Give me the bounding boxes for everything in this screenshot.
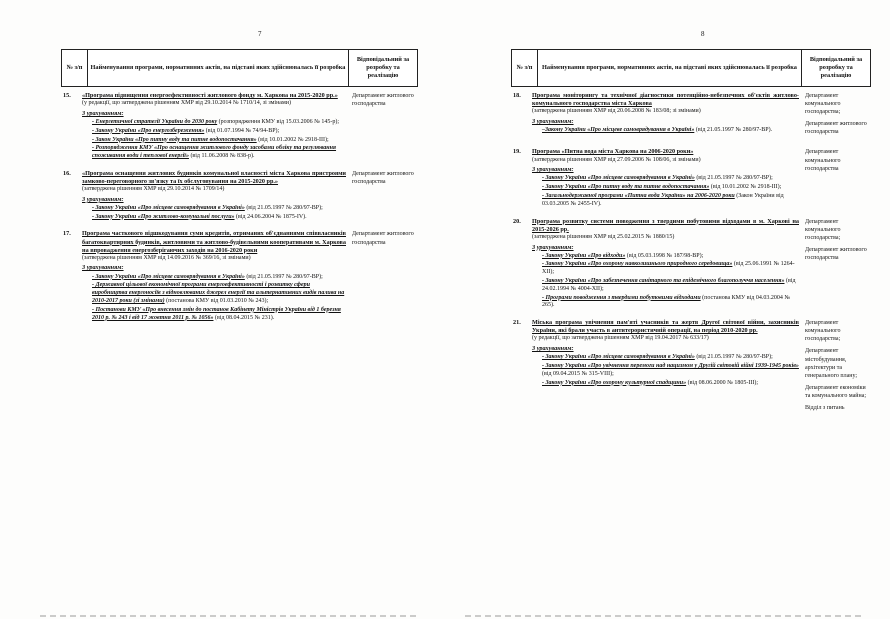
department-name: Департамент житлового господарства <box>352 93 414 108</box>
department-name: Департамент житлового господарства <box>805 246 867 261</box>
act-title: - Закону України «Про місцеве самоврядування в Україні» <box>92 273 245 280</box>
act-details: (від 01.07.1994 № 74/94-ВР); <box>205 127 280 134</box>
department-name: Департамент житлового господарства <box>352 231 414 246</box>
legal-basis-item <box>542 295 799 311</box>
approval-note: (затверджена рішенням ХМР від 29.10.2014 № 1709/14) <box>82 186 225 193</box>
act-title: - Закону України «Про охорону навколишнього природного середовища» <box>542 261 733 268</box>
considered-label: З урахуванням: <box>82 195 124 203</box>
legal-basis-item <box>92 119 346 127</box>
legal-basis-item <box>542 193 799 209</box>
act-details: (від 08.06.2000 № 1805-ІІІ); <box>687 379 759 386</box>
approval-note: (затверджена рішенням ХМР від 20.06.2008 № 183/08; зі змінами) <box>532 108 701 115</box>
act-details: (від 09.04.2015 № 315-VIII); <box>542 370 614 377</box>
page-edge-mark <box>40 615 420 617</box>
legal-basis-item <box>92 145 346 161</box>
responsible-departments <box>805 218 869 312</box>
act-title: - Державної цільової економічної програми енергоефективності і розвитку сфери виробництва енергоносіїв з відновлюваних джерел енергії та альтернативних видів палива на 2010-2017 роки (зі змінами) <box>92 282 345 304</box>
entries-list <box>61 92 416 331</box>
entry-number: 19. <box>513 148 521 156</box>
act-details: (Закон України від 03.03.2005 № 2455-IV). <box>542 192 784 207</box>
act-title: - Розпорядження КМУ «Про оснащення житлового фонду засобами обліку та регулювання споживання води і теплової енергії» <box>92 145 337 160</box>
program-title: Міська програма увічнення пам'яті учасників та жертв Другої світової війни, захисників України, які брали участь в антитерористичній операції, на період 2010-2020 рр. <box>532 319 799 335</box>
legal-basis-item <box>92 137 346 145</box>
legal-basis-item <box>92 274 346 282</box>
legal-basis-item <box>542 380 799 388</box>
entry-number: 21. <box>513 319 521 327</box>
page-number: 7 <box>258 30 262 38</box>
entries-list <box>511 92 869 424</box>
header-col-name: Найменування програми, нормативних актів, на підставі яких здійснювалась її розробка <box>88 50 349 86</box>
act-title: - Закону України «Про місцеве самоврядування в Україні» <box>542 354 695 361</box>
program-title: Програма розвитку системи поводження з твердими побутовими відходами в м. Харкові на 2015-2026 рр. <box>532 217 799 233</box>
department-name: Департамент комунального господарства; <box>805 218 841 241</box>
legal-basis-item <box>542 253 799 261</box>
program-title: Програма «Питна вода міста Харкова на 2006-2020 роки» <box>532 148 694 156</box>
legal-basis-item <box>542 175 799 183</box>
act-details: (від 24.02.1994 № 4004-ХІІ); <box>542 277 796 292</box>
act-title: - Постанови КМУ «Про внесення змін до постанов Кабінету Міністрів України від 1 березня 2010 р. № 243 і від 17 жовтня 2011 р. № 1056» <box>92 306 341 321</box>
responsible-departments <box>352 170 416 223</box>
legal-basis-item <box>542 354 799 362</box>
entry-number: 17. <box>63 230 71 238</box>
entry-body <box>532 92 805 140</box>
act-title: - Закону України «Про місцеве самоврядування в Україні» <box>542 175 695 182</box>
program-title: Програма моніторингу та технічної діагностики потенційно-небезпечних об'єктів житлово-комунального господарства міста Харкова <box>532 92 799 108</box>
entry-body <box>532 319 805 416</box>
act-title: - Закону України «Про відходи» <box>542 252 626 259</box>
program-entry <box>511 148 869 209</box>
act-details: (від 05.03.1998 № 187/98-ВР); <box>626 252 704 259</box>
act-details: (від 08.04.2015 № 231). <box>214 314 275 321</box>
legal-basis-item <box>92 205 346 213</box>
act-details: (від 21.05.1997 № 280/97-ВР); <box>696 175 773 182</box>
legal-basis-item <box>92 282 346 305</box>
header-col-responsible: Відповідальний за розробку та реалізацію <box>356 56 410 79</box>
approval-note: (затверджена рішенням ХМР від 25.02.2015 № 1880/15) <box>532 233 675 240</box>
approval-note: (у редакції, що затверджена рішенням ХМР від 29.10.2014 № 1710/14, зі змінами) <box>82 100 291 107</box>
act-title: - Програми поводження з твердими побутовими відходами <box>542 294 701 301</box>
program-entry <box>61 170 416 223</box>
department-name: Департамент економіки та комунального майна; <box>805 384 867 399</box>
legal-basis-item <box>92 214 346 222</box>
act-details: (від 11.06.2008 № 838-р). <box>190 153 255 160</box>
table-header <box>511 49 871 87</box>
responsible-departments <box>352 230 416 323</box>
act-title: - Закону України «Про місцеве самоврядування в Україні» <box>92 204 245 211</box>
entry-number: 18. <box>513 92 521 99</box>
program-title: Програма часткового відшкодування суми кредитів, отриманих об'єднаннями співвласників багатоквартирних будинків, житловими та житлово-будівельними кооперативами м. Харкова на впровадження енергозберігаючих заходів на 2016-2020 роки <box>82 230 346 254</box>
entry-body <box>532 148 805 209</box>
act-details: (від 21.05.1997 № 280/97-ВР); <box>696 354 773 361</box>
act-title: - Закону України «Про енергозбереження» <box>92 127 205 134</box>
act-title: –Закону України «Про місцеве самоврядування в Україні» <box>542 126 695 133</box>
program-entry <box>61 230 416 323</box>
responsible-departments <box>352 92 416 162</box>
table-header <box>61 49 418 87</box>
department-name: Департамент комунального господарства; <box>805 93 841 116</box>
act-title: - Енергетичної стратегії України до 2030 року <box>92 118 218 125</box>
legal-basis-list <box>542 354 799 387</box>
approval-note: (у редакції, що затверджена рішенням ХМР від 19.04.2017 № 633/17) <box>532 335 709 342</box>
approval-note: (затверджена рішенням ХМР від 27.09.2006 № 108/06, зі змінами) <box>532 156 701 163</box>
legal-basis-list <box>92 119 346 161</box>
responsible-departments <box>805 319 869 416</box>
act-details: (постанова КМУ від 01.03.2010 № 243); <box>166 297 269 304</box>
considered-label: З урахуванням: <box>82 264 124 272</box>
legal-basis-item <box>542 261 799 277</box>
act-title: - Закону України «Про питну воду та питне водопостачання» <box>542 184 710 191</box>
entry-body <box>82 230 352 323</box>
legal-basis-item <box>542 363 799 379</box>
act-details: (розпорядження КМУ від 15.03.2006 № 145-р); <box>218 118 339 125</box>
act-title: - Закону України «Про увічнення перемоги над нацизмом у Другій світовій війні 1939-1945 років» <box>542 362 799 369</box>
department-name: Департамент містобудування, архітектури та генерального плану; <box>805 348 858 379</box>
act-details: (від 25.06.1991 № 1264-ХІІ); <box>542 261 795 276</box>
program-entry <box>511 92 869 140</box>
program-entry <box>61 92 416 162</box>
department-name: Відділ з питань <box>805 404 845 411</box>
legal-basis-list <box>542 175 799 208</box>
act-title: - Закону України «Про охорону культурної спадщини» <box>542 379 687 386</box>
act-title: - Закону України «Про житлово-комунальні послуги» <box>92 213 235 220</box>
act-details: (від 10.01.2002 № 2918-ІІІ); <box>710 184 782 191</box>
responsible-departments <box>805 148 869 209</box>
act-details: (від 10.01.2002 № 2918-ІІІ); <box>258 136 329 143</box>
department-name: Департамент житлового господарства <box>352 170 414 185</box>
considered-label: З урахуванням: <box>532 166 574 174</box>
legal-basis-item <box>92 307 346 323</box>
legal-basis-item <box>92 128 346 136</box>
act-details: (від 21.05.1997 № 280/97-ВР); <box>246 204 323 211</box>
entry-body <box>82 170 352 223</box>
act-details: (від 21.05.1997 № 280/97-ВР); <box>246 273 323 280</box>
considered-label: З урахуванням: <box>82 109 124 117</box>
header-col-name: Найменування програми, нормативних актів, на підставі яких здійснювалась її розробка <box>538 50 802 86</box>
department-name: Департамент комунального господарства <box>805 149 841 172</box>
department-name: Департамент комунального господарства; <box>805 320 841 343</box>
considered-label: З урахуванням: <box>532 117 574 125</box>
entry-number: 16. <box>63 169 71 177</box>
program-title: «Програма підвищення енергоефективності житлового фонду м. Харкова на 2015-2020 рр.» <box>82 92 338 99</box>
act-title: - Закону України «Про забезпечення санітарного та епідемічного благополуччя населення» <box>542 277 785 284</box>
page-edge-mark <box>465 615 865 617</box>
header-col-number: № з/п <box>512 50 538 86</box>
program-title: «Програма оснащення житлових будинків комунальної власності міста Харкова пристроями замково-переговорного зв'язку та їх обслуговування на 2015-2020 рр.» <box>82 169 346 185</box>
legal-basis-list <box>92 274 346 323</box>
responsible-departments <box>805 92 869 140</box>
header-col-number: № з/п <box>62 50 88 86</box>
considered-label: З урахуванням: <box>532 243 574 251</box>
program-entry <box>511 218 869 312</box>
entry-body <box>532 218 805 312</box>
entry-number: 20. <box>513 217 521 225</box>
act-details: (від 21.05.1997 № 280/97-ВР). <box>695 126 773 133</box>
act-details: (від 24.06.2004 № 1875-IV). <box>236 213 307 220</box>
legal-basis-list <box>542 127 799 135</box>
act-title: - Загальнодержавної програми «Питна вода України» на 2006-2020 роки <box>542 192 735 199</box>
entry-body <box>82 92 352 162</box>
right-page <box>445 0 890 619</box>
legal-basis-item <box>542 278 799 294</box>
page-number: 8 <box>701 30 705 38</box>
legal-basis-list <box>542 253 799 311</box>
legal-basis-item <box>542 127 799 135</box>
legal-basis-item <box>542 184 799 192</box>
act-details: (постанова КМУ від 04.03.2004 № 265). <box>542 294 791 309</box>
department-name: Департамент житлового господарства <box>805 121 867 136</box>
act-title: - Закон України «Про питну воду та питне водопостачання» <box>92 136 257 143</box>
entry-number: 15. <box>63 92 71 99</box>
legal-basis-list <box>92 205 346 222</box>
header-col-responsible: Відповідальний за розробку та реалізацію <box>809 56 863 79</box>
considered-label: З урахуванням: <box>532 345 574 353</box>
program-entry <box>511 319 869 416</box>
approval-note: (затверджена рішенням ХМР від 14.09.2016 № 369/16, зі змінами) <box>82 254 251 261</box>
